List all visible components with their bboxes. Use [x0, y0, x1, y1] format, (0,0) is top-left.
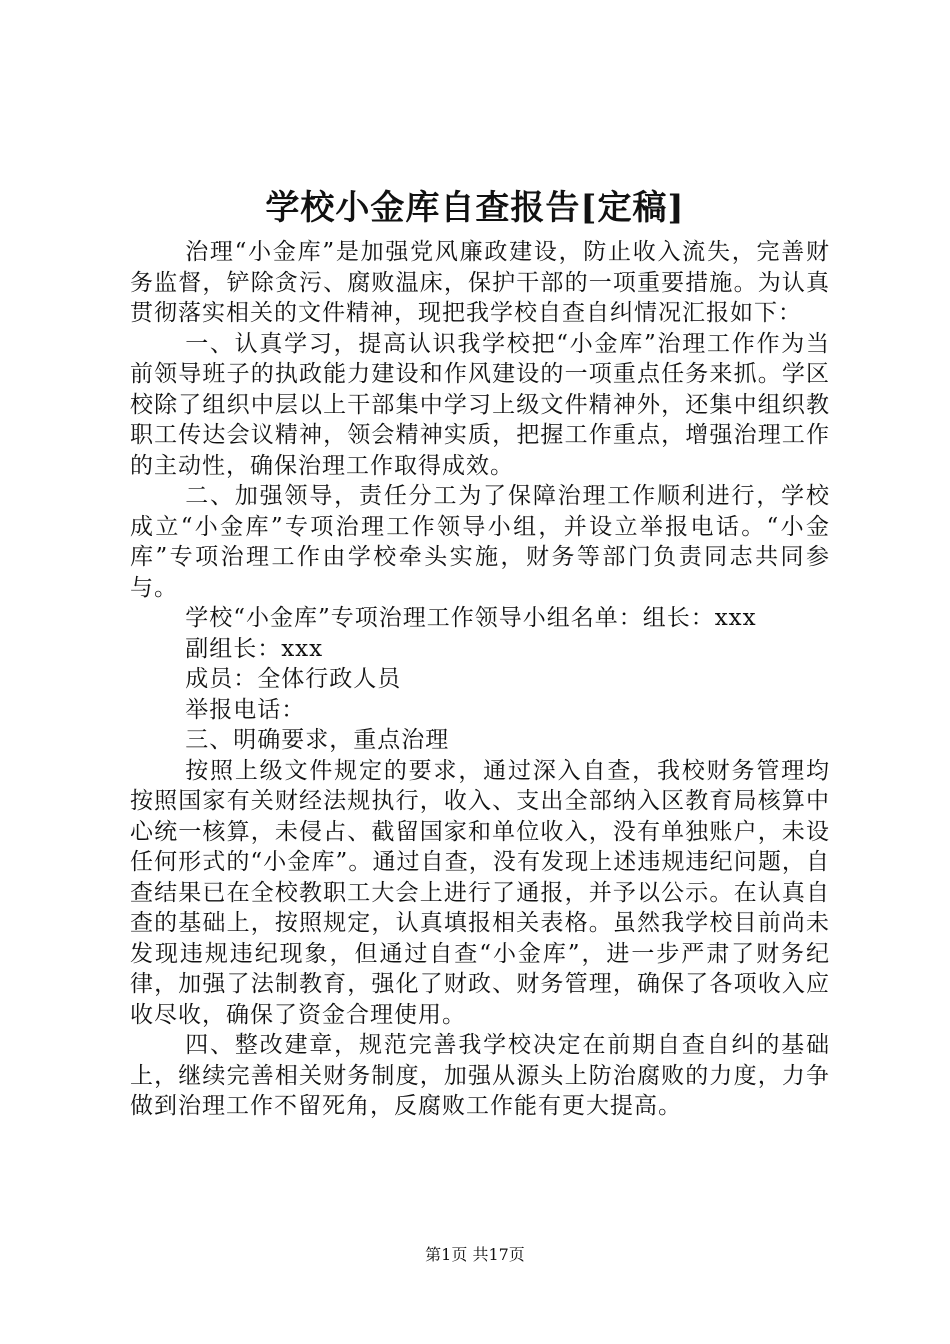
paragraph: 成员：全体行政人员 [185, 666, 402, 692]
paragraph: 二、加强领导，责任分工为了保障治理工作顺利进行，学校成立“小金库”专项治理工作领导小组，并设立举报电话。“小金库”专项治理工作由学校牵头实施，财务等部门负责同志共同参与。 [130, 483, 830, 601]
paragraph: 副组长：xxx [185, 635, 324, 662]
document-body [130, 237, 830, 1122]
section-heading: 三、明确要求，重点治理 [185, 727, 450, 753]
paragraph: 按照上级文件规定的要求，通过深入自查，我校财务管理均按照国家有关财经法规执行，收入、支出全部纳入区教育局核算中心统一核算，未侵占、截留国家和单位收入，没有单独账户，未设任何形式的“小金库”。通过自查，没有发现上述违规违纪问题，自查结果已在全校教职工大会上进行了通报，并予以公示。在认真自查的基础上，按照规定，认真填报相关表格。虽然我学校目前尚未发现违规违纪现象，但通过自查“小金库”，进一步严肃了财务纪律，加强了法制教育，强化了财政、财务管理，确保了各项收入应收尽收，确保了资金合理使用。 [130, 757, 830, 1028]
page-footer: 第1页 共17页 [425, 1245, 525, 1264]
paragraph: 学校“小金库”专项治理工作领导小组名单：组长：xxx [185, 605, 757, 631]
document-title: 学校小金库自查报告[定稿] [265, 188, 685, 228]
paragraph: 一、认真学习，提高认识我学校把“小金库”治理工作作为当前领导班子的执政能力建设和作风建设的一项重点任务来抓。学区校除了组织中层以上干部集中学习上级文件精神外，还集中组织教职工传达会议精神，领会精神实质，把握工作重点，增强治理工作的主动性，确保治理工作取得成效。 [130, 330, 830, 479]
paragraph: 治理“小金库”是加强党风廉政建设，防止收入流失，完善财务监督，铲除贪污、腐败温床，保护干部的一项重要措施。为认真贯彻落实相关的文件精神，现把我学校自查自纠情况汇报如下： [130, 239, 830, 326]
paragraph: 四、整改建章，规范完善我学校决定在前期自查自纠的基础上，继续完善相关财务制度，加强从源头上防治腐败的力度，力争做到治理工作不留死角，反腐败工作能有更大提高。 [130, 1032, 830, 1119]
paragraph: 举报电话： [185, 696, 306, 723]
